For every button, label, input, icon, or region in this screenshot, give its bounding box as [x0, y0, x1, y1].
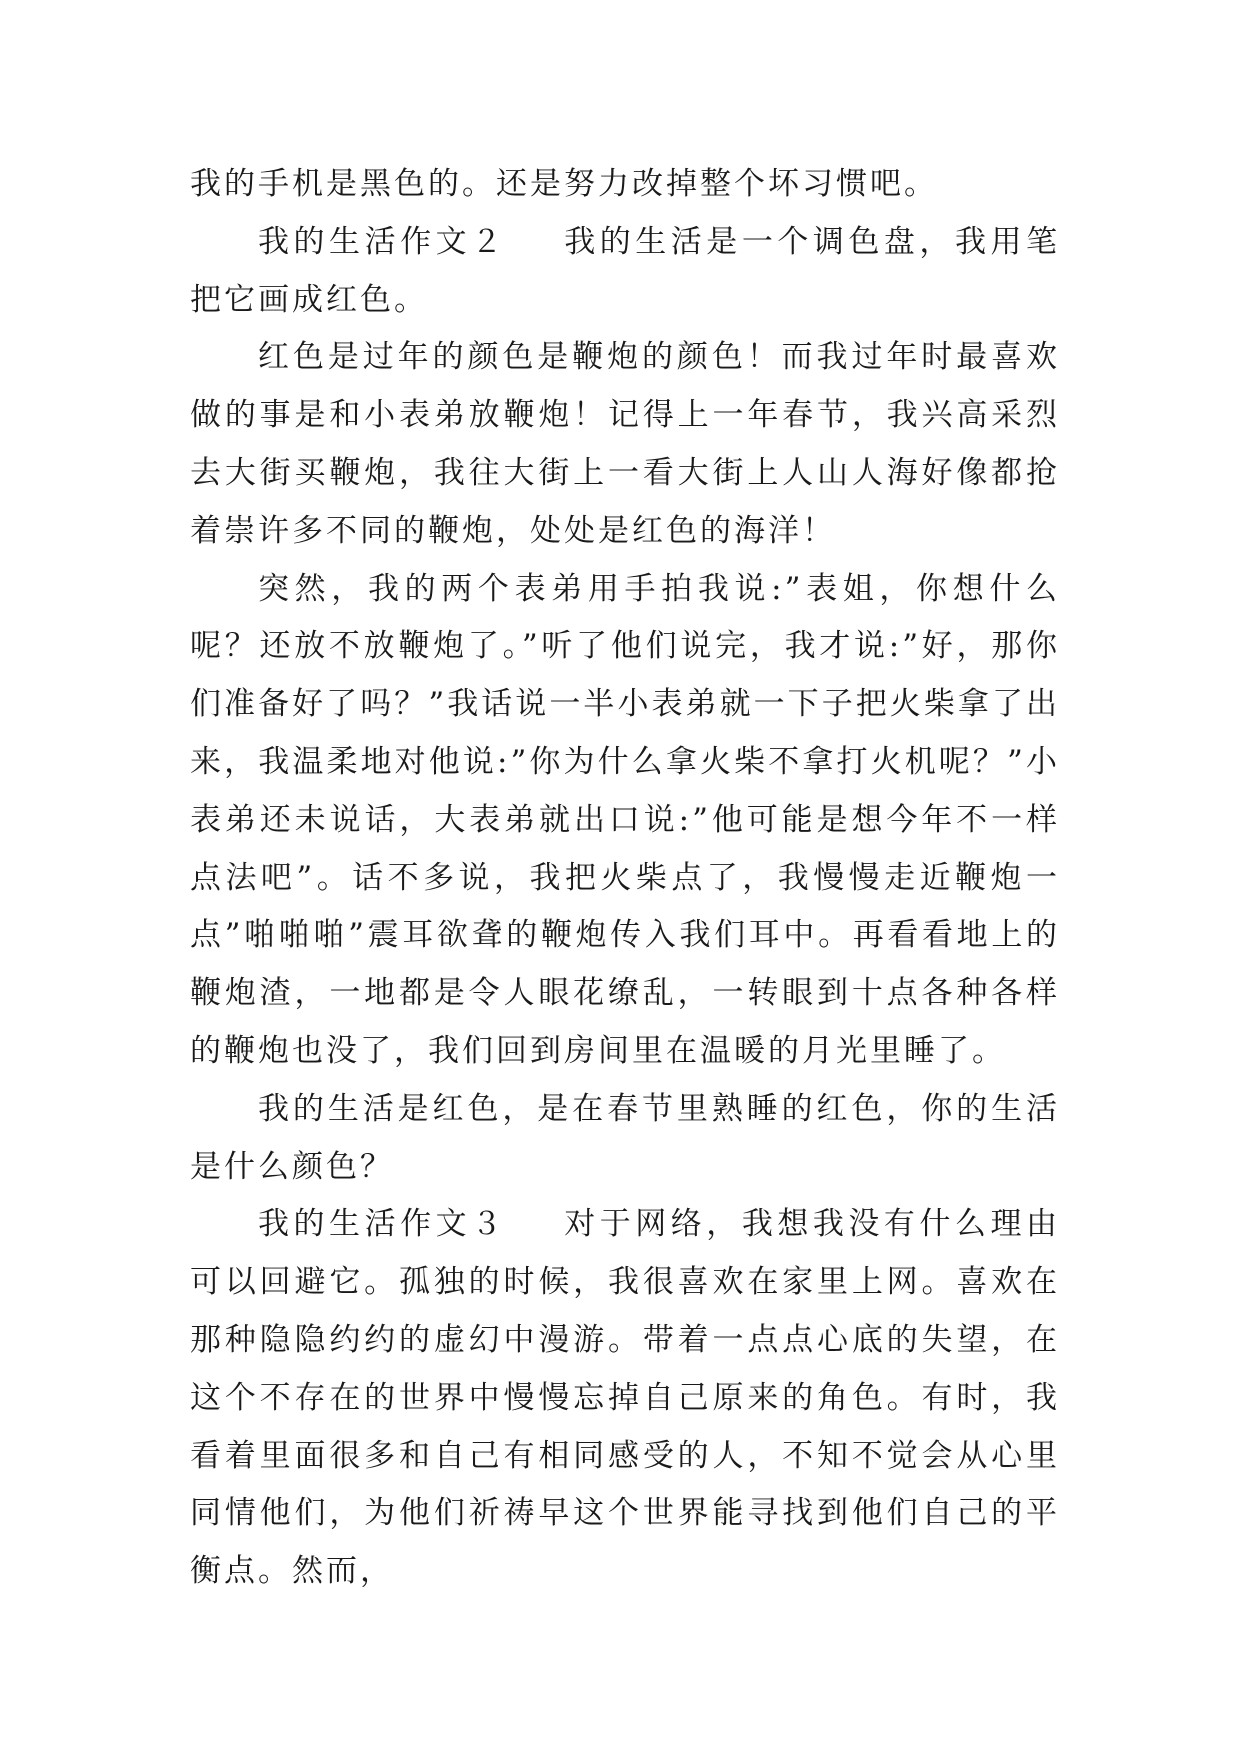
paragraph — [190, 156, 1060, 214]
paragraph-text: 突然，我的两个表弟用手拍我说:”表姐，你想什么呢？还放不放鞭炮了。”听了他们说完，我才说:”好，那你们准备好了吗？”我话说一半小表弟就一下子把火柴拿了出来，我温柔地对他说:”你为什么拿火柴不拿打火机呢？”小表弟还未说话，大表弟就出口说:”他可能是想今年不一样点法吧”。话不多说，我把火柴点了，我慢慢走近鞭炮一点”啪啪啪”震耳欲聋的鞭炮传入我们耳中。再看看地上的鞭炮渣，一地都是令人眼花缭乱，一转眼到十点各种各样的鞭炮也没了，我们回到房间里在温暖的月光里睡了。 — [190, 570, 1060, 1069]
essay-heading: 我的生活作文２ — [258, 223, 507, 260]
paragraph-text: 红色是过年的颜色是鞭炮的颜色！而我过年时最喜欢做的事是和小表弟放鞭炮！记得上一年春节，我兴高采烈去大街买鞭炮，我往大街上一看大街上人山人海好像都抢着崇许多不同的鞭炮，处处是红色的海洋！ — [190, 339, 1060, 549]
essay-heading: 我的生活作文３ — [258, 1206, 507, 1243]
paragraph — [190, 1196, 1060, 1601]
paragraph-text: 对于网络，我想我没有什么理由可以回避它。孤独的时候，我很喜欢在家里上网。喜欢在那种隐隐约约的虚幻中漫游。带着一点点心底的失望，在这个不存在的世界中慢慢忘掉自己原来的角色。有时，我看着里面很多和自己有相同感受的人，不知不觉会从心里同情他们，为他们祈祷早这个世界能寻找到他们自己的平衡点。然而， — [190, 1206, 1061, 1590]
paragraph — [190, 1081, 1060, 1197]
paragraph-text: 我的生活是红色，是在春节里熟睡的红色，你的生活是什么颜色？ — [190, 1090, 1060, 1185]
paragraph — [190, 214, 1060, 330]
paragraph-text: 我的手机是黑色的。还是努力改掉整个坏习惯吧。 — [190, 166, 938, 202]
paragraph — [190, 561, 1060, 1081]
document-body — [190, 156, 1060, 1601]
paragraph — [190, 329, 1060, 560]
paragraph-text: 我的生活是一个调色盘，我用笔把它画成红色。 — [190, 223, 1061, 318]
